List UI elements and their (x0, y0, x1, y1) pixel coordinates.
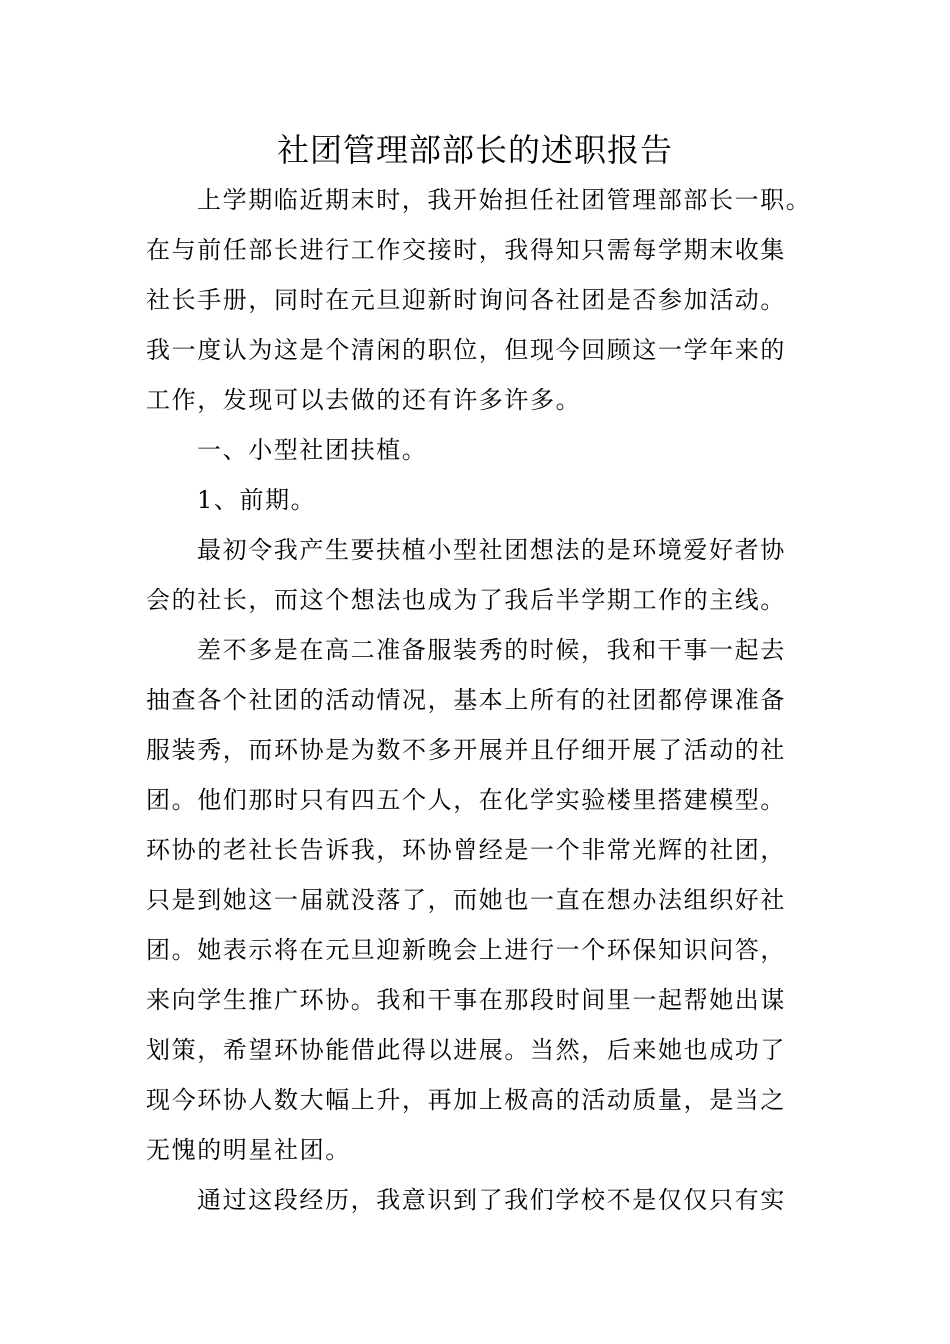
paragraph-line: 服装秀，而环协是为数不多开展并且仔细开展了活动的社 (146, 736, 786, 764)
section-heading: 一、小型社团扶植。 (197, 436, 428, 464)
paragraph-line: 团。她表示将在元旦迎新晚会上进行一个环保知识问答， (146, 936, 786, 964)
paragraph-line: 抽查各个社团的活动情况，基本上所有的社团都停课准备 (146, 686, 786, 714)
document-title: 社团管理部部长的述职报告 (276, 131, 673, 169)
paragraph-line: 在与前任部长进行工作交接时，我得知只需每学期末收集 (146, 236, 786, 264)
paragraph-line: 现今环协人数大幅上升，再加上极高的活动质量，是当之 (146, 1086, 786, 1114)
paragraph-line: 来向学生推广环协。我和干事在那段时间里一起帮她出谋 (146, 986, 786, 1014)
paragraph-line: 差不多是在高二准备服装秀的时候，我和干事一起去 (197, 636, 786, 664)
paragraph-line: 团。他们那时只有四五个人，在化学实验楼里搭建模型。 (146, 786, 786, 814)
paragraph-line: 无愧的明星社团。 (146, 1136, 351, 1164)
paragraph-line: 上学期临近期末时，我开始担任社团管理部部长一职。 (197, 186, 812, 214)
paragraph-line: 通过这段经历，我意识到了我们学校不是仅仅只有实 (197, 1186, 786, 1214)
paragraph-line: 社长手册，同时在元旦迎新时询问各社团是否参加活动。 (146, 286, 786, 314)
paragraph-line: 只是到她这一届就没落了，而她也一直在想办法组织好社 (146, 886, 786, 914)
paragraph-line: 工作，发现可以去做的还有许多许多。 (146, 386, 582, 414)
paragraph-line: 我一度认为这是个清闲的职位，但现今回顾这一学年来的 (146, 336, 786, 364)
paragraph-line: 会的社长，而这个想法也成为了我后半学期工作的主线。 (146, 586, 786, 614)
paragraph-line: 环协的老社长告诉我，环协曾经是一个非常光辉的社团， (146, 836, 786, 864)
paragraph-line: 划策，希望环协能借此得以进展。当然，后来她也成功了 (146, 1036, 786, 1064)
paragraph-line: 最初令我产生要扶植小型社团想法的是环境爱好者协 (197, 536, 786, 564)
subsection-heading: 1、前期。 (197, 486, 317, 514)
